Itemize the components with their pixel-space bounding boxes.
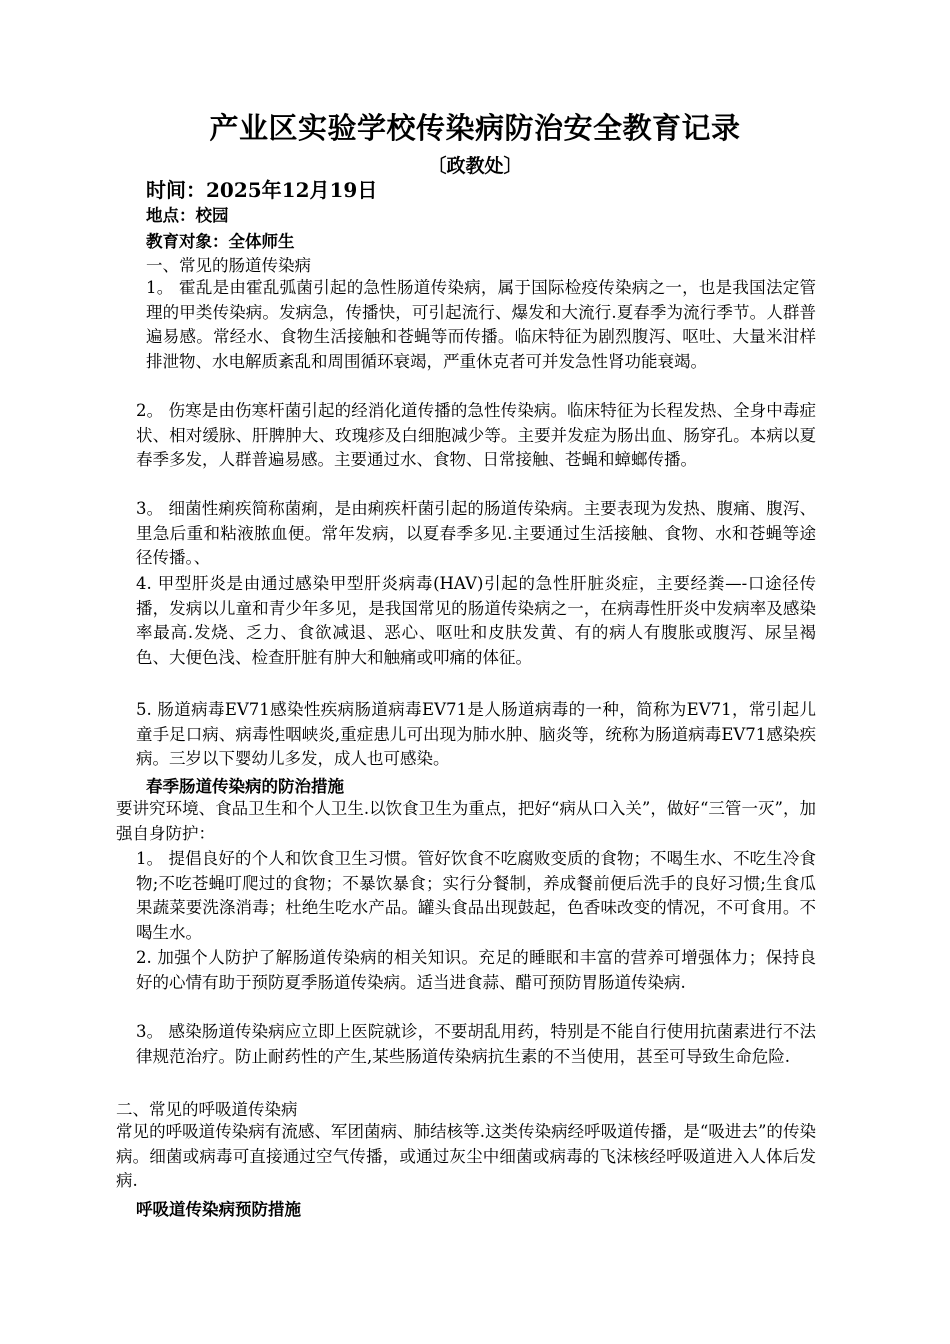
section1-item-1: 1。 霍乱是由霍乱弧菌引起的急性肠道传染病，属于国际检疫传染病之一，也是我国法定管理的甲类传染病。发病急，传播快，可引起流行、爆发和大流行.夏春季为流行季节。人群普遍易感。常经水、食物生活接触和苍蝇等而传播。临床特征为剧烈腹泻、呕吐、大量米泔样排泄物、水电解质紊乱和周围循环衰竭，严重休克者可并发急性肾功能衰竭。	[146, 278, 816, 371]
section1-item-3: 3。 细菌性痢疾简称菌痢，是由痢疾杆菌引起的肠道传染病。主要表现为发热、腹痛、腹泻、里急后重和粘液脓血便。常年发病，以夏春季多见.主要通过生活接触、食物、水和苍蝇等途径传播。、	[136, 499, 816, 567]
section2-heading: 二、常见的呼吸道传染病	[116, 1100, 298, 1119]
section1-item-2: 2。 伤寒是由伤寒杆菌引起的经消化道传播的急性传染病。临床特征为长程发热、全身中毒症状、相对缓脉、肝脾肿大、玫瑰疹及白细胞减少等。主要并发症为肠出血、肠穿孔。本病以夏春季多发，人群普遍易感。主要通过水、食物、日常接触、苍蝇和蟑螂传播。	[136, 401, 816, 469]
section1-item-4: 4. 甲型肝炎是由通过感染甲型肝炎病毒(HAV)引起的急性肝脏炎症，主要经粪—-口途径传播，发病以儿童和青少年多见，是我国常见的肠道传染病之一，在病毒性肝炎中发病率及感染率最高.发烧、乏力、食欲减退、恶心、呕吐和皮肤发黄、有的病人有腹胀或腹泻、尿呈褐色、大便色浅、检查肝脏有肿大和触痛或叩痛的体征。	[136, 574, 816, 667]
prevention1-intro: 要讲究环境、食品卫生和个人卫生.以饮食卫生为重点，把好“病从口入关”，做好“三管一灭”，加强自身防护：	[116, 799, 816, 843]
prevention1-item-3: 3。 感染肠道传染病应立即上医院就诊，不要胡乱用药，特别是不能自行使用抗菌素进行不法律规范治疗。防止耐药性的产生,某些肠道传染病抗生素的不当使用，甚至可导致生命危险.	[136, 1022, 816, 1066]
document-title: 产业区实验学校传染病防治安全教育记录	[209, 111, 741, 145]
document-subtitle: 〔政教处〕	[427, 155, 523, 177]
meta-audience: 教育对象：全体师生	[146, 232, 295, 251]
section2-intro: 常见的呼吸道传染病有流感、军团菌病、肺结核等.这类传染病经呼吸道传播，是“吸进去”的传染病。细菌或病毒可直接通过空气传播，或通过灰尘中细菌或病毒的飞沫核经呼吸道进入人体后发病.	[116, 1122, 816, 1190]
prevention1-item-1: 1。 提倡良好的个人和饮食卫生习惯。管好饮食不吃腐败变质的食物；不喝生水、不吃生冷食物;不吃苍蝇叮爬过的食物；不暴饮暴食；实行分餐制，养成餐前便后洗手的良好习惯;生食瓜果蔬菜要洗涤消毒；杜绝生吃水产品。罐头食品出现鼓起，色香味改变的情况，不可食用。不喝生水。	[136, 849, 816, 942]
prevention1-heading: 春季肠道传染病的防治措施	[146, 777, 344, 796]
meta-place: 地点：校园	[146, 206, 229, 225]
prevention1-item-2: 2. 加强个人防护了解肠道传染病的相关知识。充足的睡眠和丰富的营养可增强体力；保持良好的心情有助于预防夏季肠道传染病。适当进食蒜、醋可预防胃肠道传染病.	[136, 948, 816, 992]
section1-heading: 一、常见的肠道传染病	[146, 256, 311, 275]
prevention2-heading: 呼吸道传染病预防措施	[136, 1200, 301, 1219]
meta-time: 时间：2025年12月19日	[146, 178, 378, 202]
section1-item-5: 5. 肠道病毒EV71感染性疾病肠道病毒EV71是人肠道病毒的一种，简称为EV71，常引起儿童手足口病、病毒性咽峡炎,重症患儿可出现为肺水肿、脑炎等，统称为肠道病毒EV71感染疾病。三岁以下婴幼儿多发，成人也可感染。	[136, 700, 816, 768]
